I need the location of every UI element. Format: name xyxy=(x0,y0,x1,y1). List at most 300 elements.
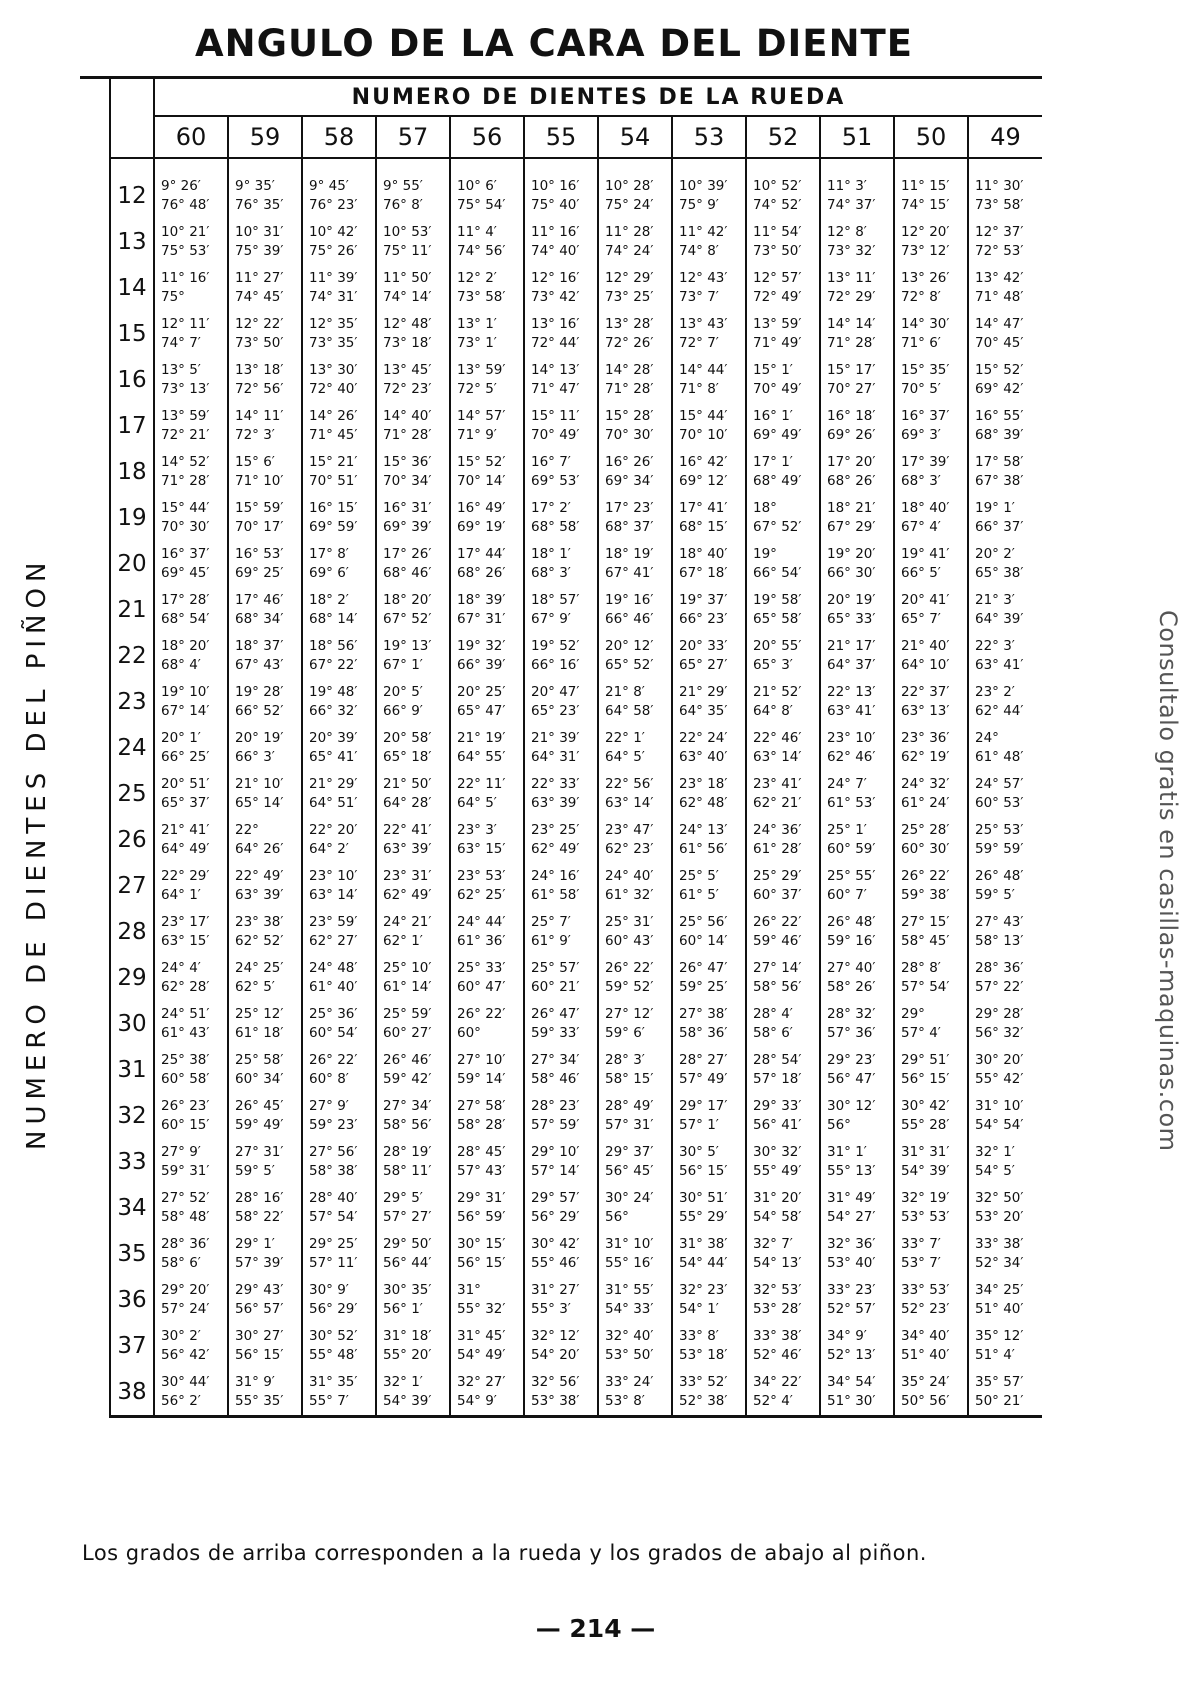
wheel-angle: 13° 5′ xyxy=(161,362,201,378)
pinion-angle: 61° 14′ xyxy=(383,979,432,995)
pinion-angle: 51° 4′ xyxy=(975,1347,1015,1363)
angle-cell xyxy=(154,817,228,863)
wheel-angle: 16° 15′ xyxy=(309,500,358,516)
pinion-angle: 55° 28′ xyxy=(901,1117,950,1133)
wheel-angle: 32° 27′ xyxy=(457,1374,506,1390)
angle-cell xyxy=(746,1139,820,1185)
table-row xyxy=(80,955,1042,1001)
pinion-angle: 66° 37′ xyxy=(975,519,1024,535)
wheel-angle: 17° 1′ xyxy=(753,454,793,470)
angle-cell xyxy=(968,1047,1042,1093)
pinion-angle: 56° 15′ xyxy=(679,1163,728,1179)
pinion-angle: 56° 15′ xyxy=(457,1255,506,1271)
wheel-angle: 14° 13′ xyxy=(531,362,580,378)
angle-cell xyxy=(154,955,228,1001)
pinion-angle: 66° 5′ xyxy=(901,565,941,581)
pinion-angle: 66° 46′ xyxy=(605,611,654,627)
angle-cell xyxy=(302,357,376,403)
wheel-angle: 33° 52′ xyxy=(679,1374,728,1390)
angle-cell xyxy=(820,265,894,311)
wheel-angle: 11° 50′ xyxy=(383,270,432,286)
pinion-angle: 56° 44′ xyxy=(383,1255,432,1271)
pinion-angle: 68° 4′ xyxy=(161,657,201,673)
pinion-angle: 71° 45′ xyxy=(309,427,358,443)
angle-cell xyxy=(302,725,376,771)
angle-cell xyxy=(672,863,746,909)
pinion-angle: 60° 8′ xyxy=(309,1071,349,1087)
wheel-angle: 14° 44′ xyxy=(679,362,728,378)
wheel-angle: 22° 46′ xyxy=(753,730,802,746)
pinion-angle: 60° 7′ xyxy=(827,887,867,903)
pinion-angle: 54° 27′ xyxy=(827,1209,876,1225)
pinion-angle: 76° 23′ xyxy=(309,197,358,213)
pinion-angle: 72° 40′ xyxy=(309,381,358,397)
pinion-teeth: 28 xyxy=(110,909,154,955)
pinion-angle: 58° 6′ xyxy=(753,1025,793,1041)
wheel-angle: 29° 33′ xyxy=(753,1098,802,1114)
angle-cell xyxy=(598,1277,672,1323)
pinion-angle: 63° 39′ xyxy=(235,887,284,903)
angle-cell xyxy=(598,265,672,311)
wheel-angle: 34° 40′ xyxy=(901,1328,950,1344)
table-row xyxy=(80,1185,1042,1231)
angle-cell xyxy=(598,1047,672,1093)
angle-cell xyxy=(376,219,450,265)
pinion-angle: 63° 15′ xyxy=(161,933,210,949)
wheel-angle: 22° 33′ xyxy=(531,776,580,792)
angle-cell xyxy=(228,633,302,679)
pinion-angle: 63° 41′ xyxy=(827,703,876,719)
pinion-angle: 64° 51′ xyxy=(309,795,358,811)
pinion-angle: 63° 15′ xyxy=(457,841,506,857)
pinion-angle: 71° 28′ xyxy=(827,335,876,351)
angle-cell xyxy=(598,403,672,449)
angle-cell xyxy=(746,955,820,1001)
wheel-angle: 20° 58′ xyxy=(383,730,432,746)
wheel-teeth-header: 59 xyxy=(228,116,302,158)
wheel-angle: 24° 57′ xyxy=(975,776,1024,792)
wheel-angle: 17° 20′ xyxy=(827,454,876,470)
wheel-angle: 11° 30′ xyxy=(975,178,1024,194)
angle-cell xyxy=(820,1277,894,1323)
wheel-angle: 23° 3′ xyxy=(457,822,497,838)
pinion-angle: 64° 5′ xyxy=(457,795,497,811)
angle-cell xyxy=(672,633,746,679)
pinion-angle: 66° 25′ xyxy=(161,749,210,765)
wheel-angle: 35° 12′ xyxy=(975,1328,1024,1344)
angle-cell xyxy=(450,771,524,817)
pinion-angle: 57° 11′ xyxy=(309,1255,358,1271)
angle-cell xyxy=(302,1093,376,1139)
angle-cell xyxy=(302,1277,376,1323)
angle-cell xyxy=(450,679,524,725)
wheel-angle: 15° 44′ xyxy=(679,408,728,424)
wheel-angle: 20° 25′ xyxy=(457,684,506,700)
pinion-angle: 67° 29′ xyxy=(827,519,876,535)
angle-cell xyxy=(154,725,228,771)
angle-cell xyxy=(302,173,376,219)
wheel-angle: 13° 43′ xyxy=(679,316,728,332)
wheel-angle: 29° 5′ xyxy=(383,1190,423,1206)
angle-cell xyxy=(598,311,672,357)
wheel-angle: 31° 27′ xyxy=(531,1282,580,1298)
angle-cell xyxy=(154,1001,228,1047)
wheel-angle: 24° 40′ xyxy=(605,868,654,884)
pinion-angle: 52° 46′ xyxy=(753,1347,802,1363)
table-row xyxy=(80,449,1042,495)
wheel-angle: 29° xyxy=(901,1006,925,1022)
pinion-angle: 55° 46′ xyxy=(531,1255,580,1271)
pinion-angle: 74° 7′ xyxy=(161,335,201,351)
angle-cell xyxy=(598,449,672,495)
wheel-angle: 9° 26′ xyxy=(161,178,201,194)
angle-cell xyxy=(672,1093,746,1139)
wheel-angle: 30° 24′ xyxy=(605,1190,654,1206)
table-row xyxy=(80,909,1042,955)
pinion-angle: 55° 20′ xyxy=(383,1347,432,1363)
pinion-angle: 75° xyxy=(161,289,185,305)
angle-cell xyxy=(524,725,598,771)
wheel-angle: 24° 51′ xyxy=(161,1006,210,1022)
angle-cell xyxy=(450,909,524,955)
wheel-angle: 22° 1′ xyxy=(605,730,645,746)
wheel-angle: 28° 36′ xyxy=(161,1236,210,1252)
pinion-angle: 70° 5′ xyxy=(901,381,941,397)
angle-cell xyxy=(746,1323,820,1369)
wheel-angle: 25° 12′ xyxy=(235,1006,284,1022)
angle-cell xyxy=(968,1369,1042,1417)
pinion-angle: 62° 5′ xyxy=(235,979,275,995)
wheel-teeth-header: 55 xyxy=(524,116,598,158)
angle-cell xyxy=(524,955,598,1001)
page-title: ANGULO DE LA CARA DEL DIENTE xyxy=(195,22,914,65)
wheel-angle: 32° 36′ xyxy=(827,1236,876,1252)
pinion-angle: 70° 14′ xyxy=(457,473,506,489)
angle-cell xyxy=(820,817,894,863)
wheel-angle: 22° 56′ xyxy=(605,776,654,792)
angle-cell xyxy=(672,1277,746,1323)
wheel-angle: 19° xyxy=(753,546,777,562)
pinion-angle: 64° 39′ xyxy=(975,611,1024,627)
wheel-angle: 15° 11′ xyxy=(531,408,580,424)
pinion-angle: 70° 49′ xyxy=(531,427,580,443)
wheel-teeth-header: 52 xyxy=(746,116,820,158)
wheel-teeth-header: 53 xyxy=(672,116,746,158)
angle-cell xyxy=(228,587,302,633)
pinion-angle: 58° 13′ xyxy=(975,933,1024,949)
angle-cell xyxy=(450,1047,524,1093)
pinion-angle: 54° 39′ xyxy=(383,1393,432,1409)
angle-cell xyxy=(820,1323,894,1369)
pinion-angle: 58° 28′ xyxy=(457,1117,506,1133)
pinion-angle: 61° 5′ xyxy=(679,887,719,903)
angle-cell xyxy=(968,541,1042,587)
angle-cell xyxy=(450,955,524,1001)
wheel-angle: 18° 40′ xyxy=(901,500,950,516)
wheel-angle: 20° 12′ xyxy=(605,638,654,654)
wheel-angle: 17° 58′ xyxy=(975,454,1024,470)
angle-cell xyxy=(746,725,820,771)
pinion-angle: 68° 26′ xyxy=(457,565,506,581)
wheel-angle: 30° 12′ xyxy=(827,1098,876,1114)
wheel-angle: 30° 52′ xyxy=(309,1328,358,1344)
pinion-angle: 57° 49′ xyxy=(679,1071,728,1087)
pinion-angle: 58° 26′ xyxy=(827,979,876,995)
wheel-angle: 29° 1′ xyxy=(235,1236,275,1252)
wheel-angle: 18° 40′ xyxy=(679,546,728,562)
angle-cell xyxy=(894,1369,968,1417)
pinion-angle: 55° 49′ xyxy=(753,1163,802,1179)
angle-cell xyxy=(820,541,894,587)
angle-cell xyxy=(746,311,820,357)
pinion-angle: 56° 29′ xyxy=(309,1301,358,1317)
angle-cell xyxy=(450,403,524,449)
pinion-teeth: 15 xyxy=(110,311,154,357)
wheel-angle: 10° 21′ xyxy=(161,224,210,240)
angle-cell xyxy=(302,1185,376,1231)
wheel-angle: 26° 45′ xyxy=(235,1098,284,1114)
pinion-angle: 65° 18′ xyxy=(383,749,432,765)
angle-cell xyxy=(376,1093,450,1139)
pinion-angle: 66° 52′ xyxy=(235,703,284,719)
wheel-angle: 29° 10′ xyxy=(531,1144,580,1160)
pinion-angle: 62° 23′ xyxy=(605,841,654,857)
wheel-angle: 25° 55′ xyxy=(827,868,876,884)
wheel-angle: 15° 59′ xyxy=(235,500,284,516)
angle-cell xyxy=(376,495,450,541)
pinion-angle: 61° 18′ xyxy=(235,1025,284,1041)
pinion-angle: 63° 14′ xyxy=(753,749,802,765)
wheel-angle: 22° 29′ xyxy=(161,868,210,884)
angle-cell xyxy=(376,1001,450,1047)
wheel-angle: 12° 35′ xyxy=(309,316,358,332)
wheel-angle: 19° 58′ xyxy=(753,592,802,608)
table-row xyxy=(80,679,1042,725)
angle-cell xyxy=(302,541,376,587)
pinion-angle: 75° 24′ xyxy=(605,197,654,213)
wheel-angle: 15° 1′ xyxy=(753,362,793,378)
wheel-angle: 13° 11′ xyxy=(827,270,876,286)
wheel-angle: 12° 8′ xyxy=(827,224,867,240)
table-row xyxy=(80,265,1042,311)
wheel-angle: 24° xyxy=(975,730,999,746)
angle-cell xyxy=(894,1001,968,1047)
wheel-angle: 16° 31′ xyxy=(383,500,432,516)
pinion-angle: 70° 17′ xyxy=(235,519,284,535)
angle-cell xyxy=(524,357,598,403)
wheel-angle: 15° 21′ xyxy=(309,454,358,470)
pinion-angle: 62° 44′ xyxy=(975,703,1024,719)
pinion-angle: 59° 52′ xyxy=(605,979,654,995)
angle-cell xyxy=(376,357,450,403)
angle-cell xyxy=(376,173,450,219)
wheel-angle: 20° 19′ xyxy=(235,730,284,746)
wheel-teeth-header: 56 xyxy=(450,116,524,158)
pinion-angle: 59° 16′ xyxy=(827,933,876,949)
angle-cell xyxy=(228,173,302,219)
pinion-angle: 67° 22′ xyxy=(309,657,358,673)
wheel-angle: 23° 2′ xyxy=(975,684,1015,700)
page-number: — 214 — xyxy=(535,1614,656,1643)
pinion-angle: 73° 35′ xyxy=(309,335,358,351)
angle-cell xyxy=(450,1139,524,1185)
wheel-angle: 25° 59′ xyxy=(383,1006,432,1022)
pinion-angle: 76° 8′ xyxy=(383,197,423,213)
angle-cell xyxy=(672,173,746,219)
wheel-angle: 25° 36′ xyxy=(309,1006,358,1022)
pinion-angle: 57° 39′ xyxy=(235,1255,284,1271)
pinion-angle: 54° 58′ xyxy=(753,1209,802,1225)
angle-cell xyxy=(450,1277,524,1323)
pinion-angle: 57° 59′ xyxy=(531,1117,580,1133)
wheel-angle: 34° 22′ xyxy=(753,1374,802,1390)
pinion-angle: 64° 2′ xyxy=(309,841,349,857)
wheel-angle: 12° 16′ xyxy=(531,270,580,286)
angle-cell xyxy=(154,1323,228,1369)
pinion-angle: 68° 58′ xyxy=(531,519,580,535)
wheel-angle: 33° 38′ xyxy=(975,1236,1024,1252)
pinion-angle: 65° 7′ xyxy=(901,611,941,627)
pinion-angle: 71° 6′ xyxy=(901,335,941,351)
pinion-angle: 61° 24′ xyxy=(901,795,950,811)
wheel-angle: 21° 3′ xyxy=(975,592,1015,608)
angle-cell xyxy=(672,1369,746,1417)
wheel-angle: 23° 59′ xyxy=(309,914,358,930)
pinion-angle: 76° 48′ xyxy=(161,197,210,213)
wheel-angle: 19° 13′ xyxy=(383,638,432,654)
angle-cell xyxy=(820,1185,894,1231)
pinion-angle: 55° 7′ xyxy=(309,1393,349,1409)
wheel-angle: 28° 19′ xyxy=(383,1144,432,1160)
pinion-angle: 56° 15′ xyxy=(235,1347,284,1363)
pinion-angle: 73° 1′ xyxy=(457,335,497,351)
pinion-angle: 59° 5′ xyxy=(975,887,1015,903)
wheel-angle: 27° 15′ xyxy=(901,914,950,930)
pinion-angle: 50° 56′ xyxy=(901,1393,950,1409)
table-row xyxy=(80,403,1042,449)
pinion-angle: 62° 27′ xyxy=(309,933,358,949)
wheel-angle: 26° 46′ xyxy=(383,1052,432,1068)
wheel-angle: 22° 49′ xyxy=(235,868,284,884)
angle-cell xyxy=(524,863,598,909)
wheel-angle: 27° 9′ xyxy=(161,1144,201,1160)
pinion-angle: 71° 8′ xyxy=(679,381,719,397)
angle-cell xyxy=(154,863,228,909)
pinion-angle: 64° 49′ xyxy=(161,841,210,857)
wheel-angle: 19° 32′ xyxy=(457,638,506,654)
angle-cell xyxy=(968,265,1042,311)
angle-cell xyxy=(524,1369,598,1417)
angle-cell xyxy=(154,633,228,679)
pinion-angle: 74° 8′ xyxy=(679,243,719,259)
angle-cell xyxy=(376,587,450,633)
pinion-angle: 57° 31′ xyxy=(605,1117,654,1133)
angle-cell xyxy=(672,817,746,863)
wheel-angle: 23° 25′ xyxy=(531,822,580,838)
pinion-angle: 70° 30′ xyxy=(161,519,210,535)
angle-cell xyxy=(302,403,376,449)
angle-cell xyxy=(672,219,746,265)
wheel-angle: 17° 26′ xyxy=(383,546,432,562)
angle-cell xyxy=(820,771,894,817)
pinion-angle: 66° 30′ xyxy=(827,565,876,581)
angle-cell xyxy=(746,265,820,311)
pinion-teeth: 23 xyxy=(110,679,154,725)
wheel-angle: 27° 34′ xyxy=(383,1098,432,1114)
angle-cell xyxy=(672,1323,746,1369)
angle-cell xyxy=(228,1185,302,1231)
wheel-angle: 13° 30′ xyxy=(309,362,358,378)
pinion-angle: 51° 40′ xyxy=(901,1347,950,1363)
angle-cell xyxy=(820,633,894,679)
angle-cell xyxy=(598,173,672,219)
angle-cell xyxy=(154,1277,228,1323)
wheel-angle: 12° 43′ xyxy=(679,270,728,286)
wheel-angle: 13° 1′ xyxy=(457,316,497,332)
wheel-teeth-header: 50 xyxy=(894,116,968,158)
angle-cell xyxy=(820,679,894,725)
angle-cell xyxy=(894,495,968,541)
pinion-angle: 64° 1′ xyxy=(161,887,201,903)
table-row xyxy=(80,1139,1042,1185)
angle-cell xyxy=(820,1001,894,1047)
angle-cell xyxy=(376,771,450,817)
pinion-angle: 75° 39′ xyxy=(235,243,284,259)
pinion-angle: 74° 45′ xyxy=(235,289,284,305)
wheel-angle: 31° 10′ xyxy=(605,1236,654,1252)
pinion-angle: 73° 32′ xyxy=(827,243,876,259)
pinion-angle: 60° xyxy=(457,1025,481,1041)
pinion-angle: 74° 37′ xyxy=(827,197,876,213)
wheel-angle: 29° 50′ xyxy=(383,1236,432,1252)
wheel-angle: 12° 22′ xyxy=(235,316,284,332)
wheel-angle: 28° 4′ xyxy=(753,1006,793,1022)
wheel-angle: 21° 10′ xyxy=(235,776,284,792)
angle-cell xyxy=(228,679,302,725)
angle-cell xyxy=(968,495,1042,541)
angle-cell xyxy=(524,633,598,679)
wheel-angle: 30° 5′ xyxy=(679,1144,719,1160)
table-row xyxy=(80,1093,1042,1139)
pinion-angle: 74° 15′ xyxy=(901,197,950,213)
wheel-angle: 32° 7′ xyxy=(753,1236,793,1252)
wheel-angle: 26° 47′ xyxy=(679,960,728,976)
pinion-angle: 58° 56′ xyxy=(383,1117,432,1133)
wheel-angle: 24° 16′ xyxy=(531,868,580,884)
pinion-angle: 64° 28′ xyxy=(383,795,432,811)
wheel-angle: 25° 53′ xyxy=(975,822,1024,838)
pinion-angle: 73° 7′ xyxy=(679,289,719,305)
pinion-angle: 59° 49′ xyxy=(235,1117,284,1133)
pinion-teeth: 27 xyxy=(110,863,154,909)
pinion-angle: 71° 10′ xyxy=(235,473,284,489)
wheel-angle: 34° 25′ xyxy=(975,1282,1024,1298)
pinion-angle: 56° 42′ xyxy=(161,1347,210,1363)
angle-cell xyxy=(376,1185,450,1231)
wheel-angle: 12° 2′ xyxy=(457,270,497,286)
wheel-angle: 12° 37′ xyxy=(975,224,1024,240)
angle-cell xyxy=(524,265,598,311)
pinion-angle: 57° 27′ xyxy=(383,1209,432,1225)
angle-cell xyxy=(894,1277,968,1323)
pinion-angle: 59° 23′ xyxy=(309,1117,358,1133)
wheel-angle: 18° 19′ xyxy=(605,546,654,562)
wheel-angle: 24° 36′ xyxy=(753,822,802,838)
angle-cell xyxy=(228,863,302,909)
angle-cell xyxy=(672,265,746,311)
wheel-angle: 34° 9′ xyxy=(827,1328,867,1344)
pinion-angle: 60° 37′ xyxy=(753,887,802,903)
